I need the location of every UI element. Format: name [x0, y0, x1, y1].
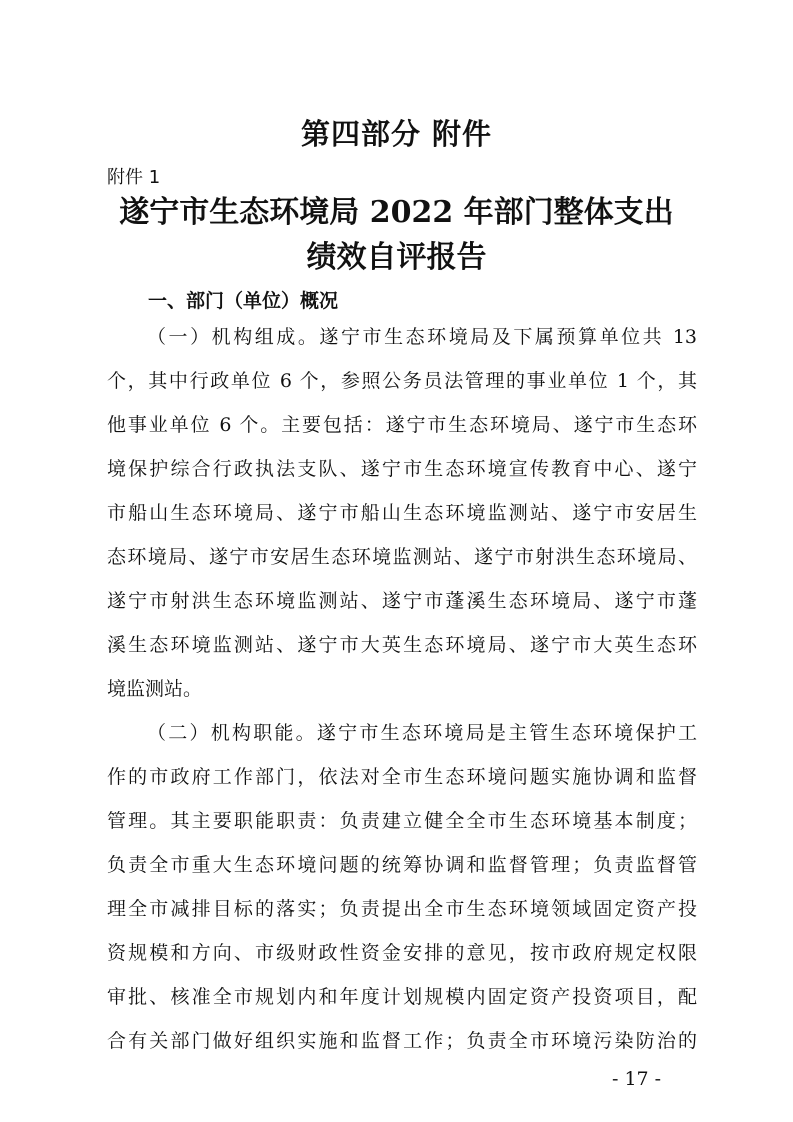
- paragraph-2-line: 管理。其主要职能职责：负责建立健全全市生态环境基本制度；: [107, 810, 697, 832]
- page-number: - 17 -: [612, 1068, 662, 1090]
- paragraph-1-line: 市船山生态环境局、遂宁市船山生态环境监测站、遂宁市安居生: [107, 502, 697, 524]
- paragraph-1-line: 个，其中行政单位 6 个，参照公务员法管理的事业单位 1 个，其: [107, 370, 697, 392]
- paragraph-1-line: 境保护综合行政执法支队、遂宁市生态环境宣传教育中心、遂宁: [107, 458, 697, 480]
- paragraph-1-line: （一）机构组成。遂宁市生态环境局及下属预算单位共 13: [147, 326, 697, 348]
- section-heading: 一、部门（单位）概况: [148, 290, 339, 312]
- part-title: 第四部分 附件: [300, 117, 493, 151]
- paragraph-2-line: 资规模和方向、市级财政性资金安排的意见，按市政府规定权限: [107, 942, 697, 964]
- paragraph-1-line: 态环境局、遂宁市安居生态环境监测站、遂宁市射洪生态环境局、: [107, 546, 697, 568]
- paragraph-2-line: 审批、核准全市规划内和年度计划规模内固定资产投资项目，配: [107, 986, 697, 1008]
- paragraph-2-line: （二）机构职能。遂宁市生态环境局是主管生态环境保护工: [147, 722, 697, 744]
- paragraph-1-line: 遂宁市射洪生态环境监测站、遂宁市蓬溪生态环境局、遂宁市蓬: [107, 590, 697, 612]
- report-title-line-1: 遂宁市生态环境局 2022 年部门整体支出: [119, 195, 674, 230]
- paragraph-2-line: 合有关部门做好组织实施和监督工作；负责全市环境污染防治的: [107, 1030, 697, 1052]
- paragraph-1-line: 境监测站。: [107, 678, 203, 700]
- paragraph-2-line: 负责全市重大生态环境问题的统筹协调和监督管理；负责监督管: [107, 854, 697, 876]
- paragraph-2-line: 理全市减排目标的落实；负责提出全市生态环境领域固定资产投: [107, 898, 697, 920]
- paragraph-1-line: 他事业单位 6 个。主要包括：遂宁市生态环境局、遂宁市生态环: [107, 414, 697, 436]
- paragraph-1-line: 溪生态环境监测站、遂宁市大英生态环境局、遂宁市大英生态环: [107, 634, 697, 656]
- appendix-label: 附件 1: [107, 167, 161, 188]
- paragraph-2-line: 作的市政府工作部门，依法对全市生态环境问题实施协调和监督: [107, 766, 697, 788]
- report-title-line-2: 绩效自评报告: [306, 240, 487, 275]
